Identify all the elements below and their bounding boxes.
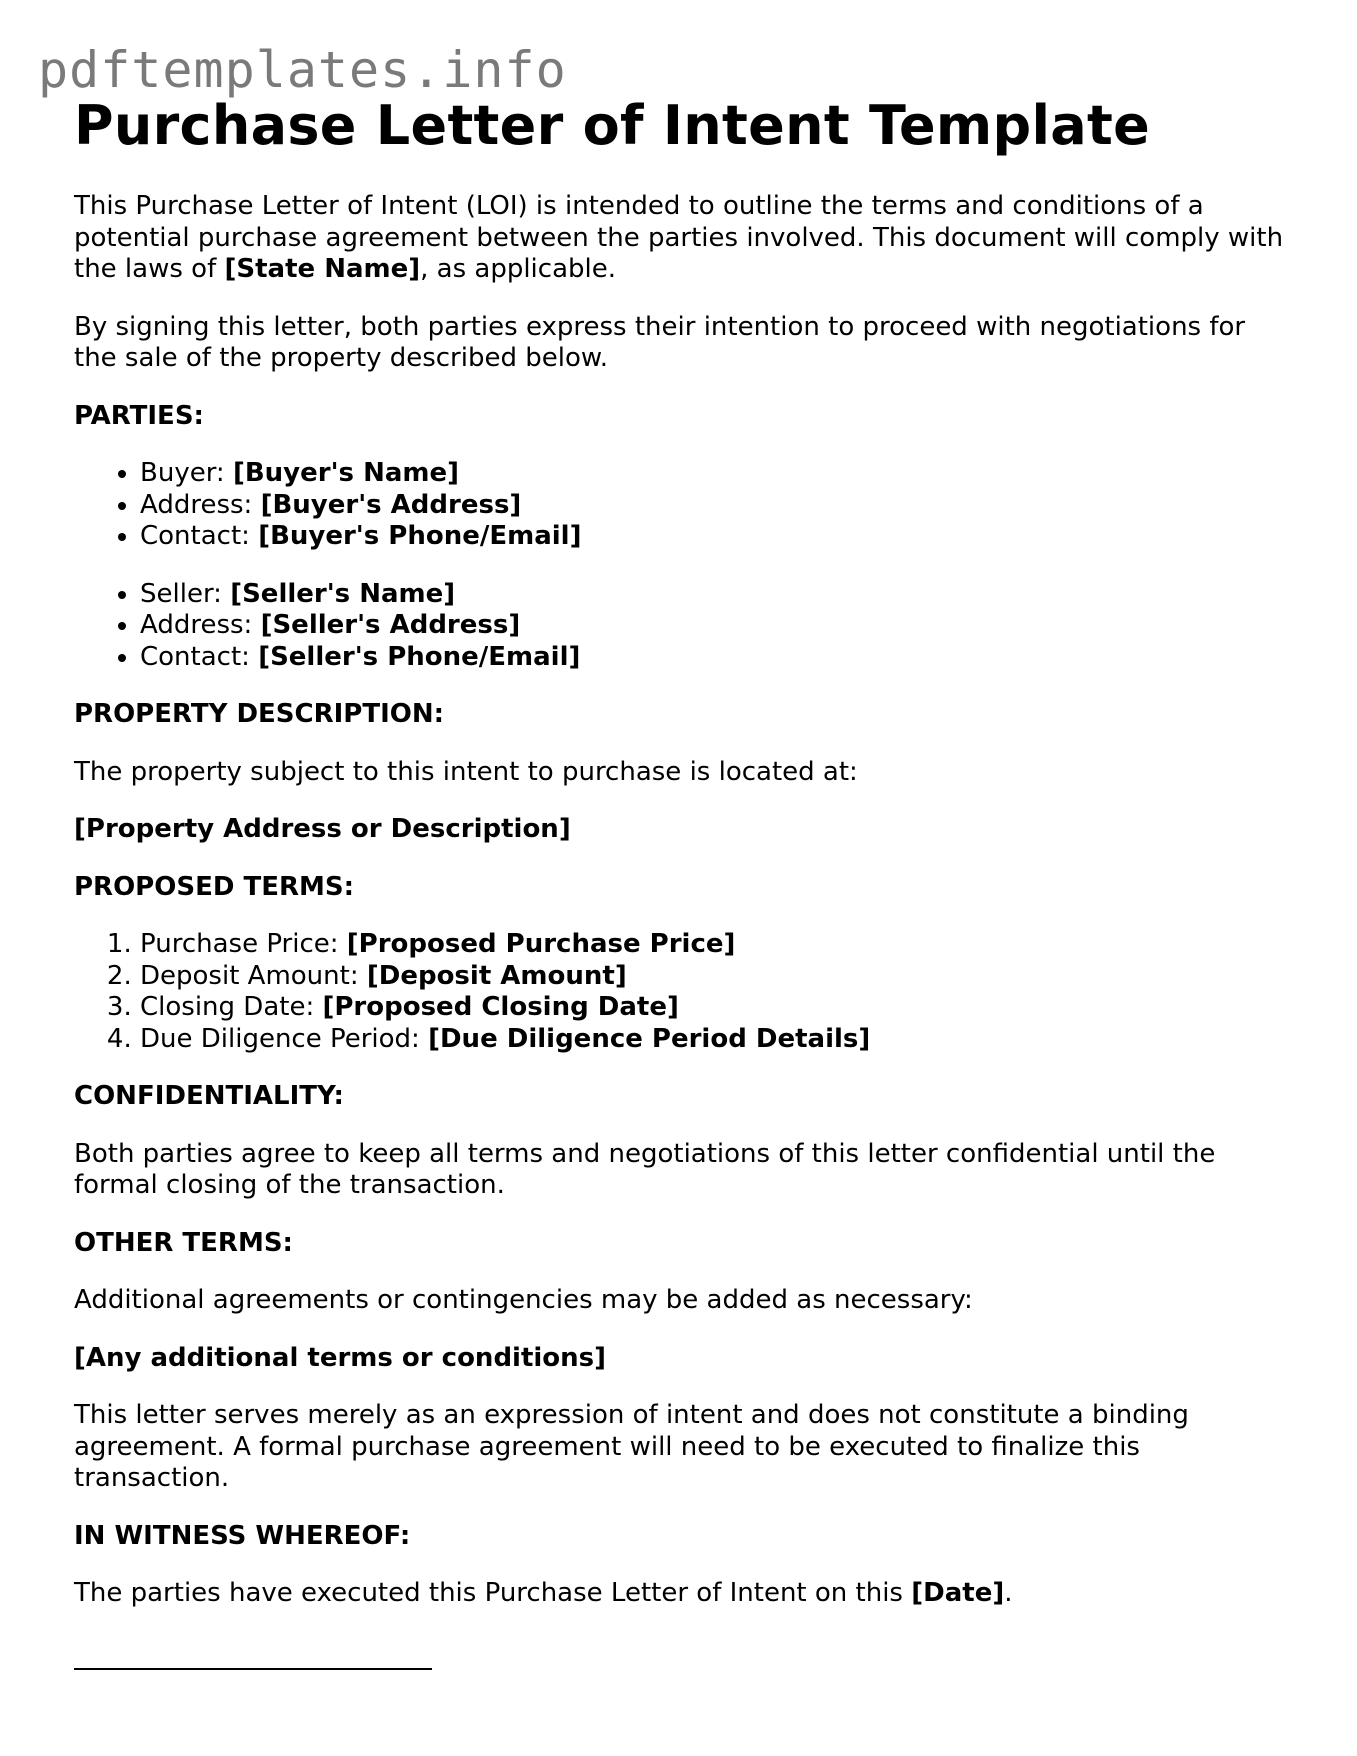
property-placeholder: [Property Address or Description] <box>74 814 571 844</box>
other-terms-placeholder: [Any additional terms or conditions] <box>74 1342 607 1373</box>
intro-paragraph <box>74 191 1294 286</box>
state-name-placeholder: [State Name] <box>224 254 421 284</box>
list-item <box>140 579 1294 611</box>
closing-date-label: Closing Date: <box>140 992 323 1022</box>
deposit-amount-label: Deposit Amount: <box>140 960 367 991</box>
intro-text: This Purchase Letter of Intent (LOI) is intended to outline the terms and conditions of a potential purchase agreement between the parties involved. This document will comply with the laws of <box>74 191 1284 284</box>
seller-contact-label: Contact: <box>140 641 259 672</box>
confidentiality-heading: CONFIDENTIALITY: <box>74 1081 344 1111</box>
seller-address-label: Address: <box>140 610 261 640</box>
watermark-text: pdftemplates.info <box>38 41 567 99</box>
buyer-address-placeholder: [Buyer's Address] <box>260 489 522 520</box>
due-diligence-label: Due Diligence Period: <box>140 1023 429 1054</box>
parties-heading: PARTIES: <box>74 400 204 431</box>
list-item <box>140 490 1294 522</box>
disclaimer-paragraph: This letter serves merely as an expression of intent and does not constitute a binding agreement. A formal purchase agreement will need to be executed to finalize this transaction. <box>74 1400 1189 1493</box>
buyer-contact-placeholder: [Buyer's Phone/Email] <box>258 521 582 551</box>
seller-name-placeholder: [Seller's Name] <box>230 578 456 609</box>
buyer-address-label: Address: <box>140 489 261 520</box>
intention-paragraph: By signing this letter, both parties express their intention to proceed with negotiations for the sale of the property described below. <box>74 311 1246 373</box>
buyer-contact-label: Contact: <box>140 521 259 551</box>
list-item <box>140 458 1294 490</box>
due-diligence-placeholder: [Due Diligence Period Details] <box>428 1023 871 1054</box>
seller-name-label: Seller: <box>140 578 231 609</box>
confidentiality-text: Both parties agree to keep all terms and negotiations of this letter confidential until the formal closing of the transaction. <box>74 1138 1216 1200</box>
intro-text-end: , as applicable. <box>420 254 616 284</box>
signature-line <box>74 1668 432 1670</box>
witness-paragraph <box>74 1578 1294 1610</box>
deposit-amount-placeholder: [Deposit Amount] <box>366 960 627 991</box>
witness-heading: IN WITNESS WHEREOF: <box>74 1520 411 1551</box>
closing-date-placeholder: [Proposed Closing Date] <box>322 992 679 1022</box>
seller-list <box>74 579 1294 674</box>
other-terms-text: Additional agreements or contingencies may be added as necessary: <box>74 1285 973 1315</box>
terms-heading: PROPOSED TERMS: <box>74 871 354 902</box>
purchase-price-label: Purchase Price: <box>140 929 347 959</box>
purchase-price-placeholder: [Proposed Purchase Price] <box>346 929 736 959</box>
buyer-name-placeholder: [Buyer's Name] <box>232 458 459 488</box>
list-item <box>140 929 1294 961</box>
terms-list <box>74 929 1294 1055</box>
property-heading: PROPERTY DESCRIPTION: <box>74 699 445 729</box>
witness-text: The parties have executed this Purchase Letter of Intent on this <box>74 1578 912 1608</box>
document-title: Purchase Letter of Intent Template <box>74 94 1151 157</box>
buyer-name-label: Buyer: <box>140 458 233 488</box>
list-item <box>140 961 1294 993</box>
witness-text-end: . <box>1004 1578 1013 1608</box>
list-item <box>140 1024 1294 1056</box>
list-item <box>140 521 1294 553</box>
list-item <box>140 610 1294 642</box>
document-body <box>74 93 1294 1670</box>
seller-contact-placeholder: [Seller's Phone/Email] <box>258 641 581 672</box>
property-text: The property subject to this intent to purchase is located at: <box>74 756 858 787</box>
other-terms-heading: OTHER TERMS: <box>74 1227 293 1258</box>
buyer-list <box>74 458 1294 553</box>
seller-address-placeholder: [Seller's Address] <box>260 610 521 640</box>
date-placeholder: [Date] <box>911 1578 1005 1608</box>
list-item <box>140 992 1294 1024</box>
list-item <box>140 642 1294 674</box>
